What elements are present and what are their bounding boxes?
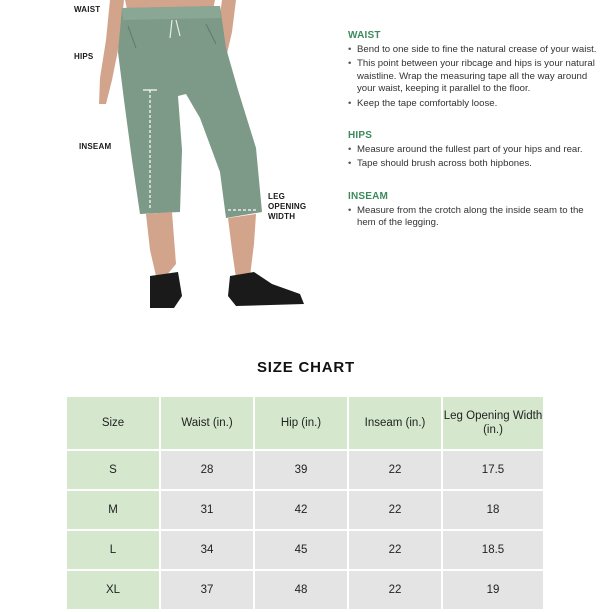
column-header: Waist (in.) — [161, 397, 253, 449]
table-cell: 48 — [255, 571, 347, 609]
hips-label: HIPS — [74, 52, 94, 61]
table-cell: 42 — [255, 491, 347, 529]
table-cell: 22 — [349, 451, 441, 489]
table-header-row — [67, 397, 543, 449]
table-cell: 45 — [255, 531, 347, 569]
table-cell: 18.5 — [443, 531, 543, 569]
guide-list — [348, 144, 600, 171]
table-row — [67, 491, 543, 529]
leg-opening-label — [268, 192, 328, 222]
leg-opening-label-line: OPENING — [268, 202, 307, 211]
guide-heading: WAIST — [348, 30, 381, 41]
left-calf — [146, 212, 176, 276]
guide-item: • Measure from the crotch along the inside seam to the hem of the legging. — [348, 205, 600, 230]
pants — [118, 6, 262, 218]
table-row — [67, 531, 543, 569]
size-cell: M — [67, 491, 159, 529]
guide-item: • Bend to one side to fine the natural crease of your waist. — [348, 44, 600, 56]
guide-item: • Keep the tape comfortably loose. — [348, 98, 600, 110]
guide-list — [348, 205, 600, 230]
leg-opening-label-line: LEG — [268, 192, 286, 201]
table-cell: 22 — [349, 531, 441, 569]
table-row — [67, 451, 543, 489]
inseam-label: INSEAM — [79, 142, 112, 151]
measurement-guide — [348, 30, 600, 250]
table-row — [67, 571, 543, 609]
guide-list — [348, 44, 600, 110]
size-chart-title: SIZE CHART — [257, 359, 355, 376]
right-calf — [228, 214, 256, 278]
column-header: Hip (in.) — [255, 397, 347, 449]
guide-heading: INSEAM — [348, 190, 389, 202]
right-shoe — [228, 272, 304, 306]
size-cell: L — [67, 531, 159, 569]
waist-label: WAIST — [74, 5, 101, 14]
guide-section-waist — [348, 30, 600, 110]
table-cell: 28 — [161, 451, 253, 489]
left-shoe — [150, 272, 182, 308]
size-chart-table — [65, 395, 545, 611]
table-cell: 34 — [161, 531, 253, 569]
table-cell: 22 — [349, 491, 441, 529]
guide-heading: HIPS — [348, 130, 373, 142]
model-illustration — [0, 0, 340, 330]
table-cell: 19 — [443, 571, 543, 609]
table-cell: 39 — [255, 451, 347, 489]
size-cell: XL — [67, 571, 159, 609]
column-header: Inseam (in.) — [349, 397, 441, 449]
guide-item: • Measure around the fullest part of your hips and rear. — [348, 144, 600, 156]
size-cell: S — [67, 451, 159, 489]
column-header: Leg Opening Width (in.) — [443, 397, 543, 449]
column-header: Size — [67, 397, 159, 449]
measurement-figure — [0, 0, 340, 330]
leg-opening-label-line: WIDTH — [268, 212, 296, 221]
guide-section-hips — [348, 130, 600, 171]
table-cell: 17.5 — [443, 451, 543, 489]
table-cell: 18 — [443, 491, 543, 529]
table-cell: 22 — [349, 571, 441, 609]
guide-item: • This point between your ribcage and hips is your natural waistline. Wrap the measuring tape all the way around your waist, keeping it parallel to the floor. — [348, 58, 600, 95]
guide-section-inseam — [348, 191, 600, 230]
table-cell: 31 — [161, 491, 253, 529]
guide-item: • Tape should brush across both hipbones. — [348, 158, 600, 170]
table-cell: 37 — [161, 571, 253, 609]
